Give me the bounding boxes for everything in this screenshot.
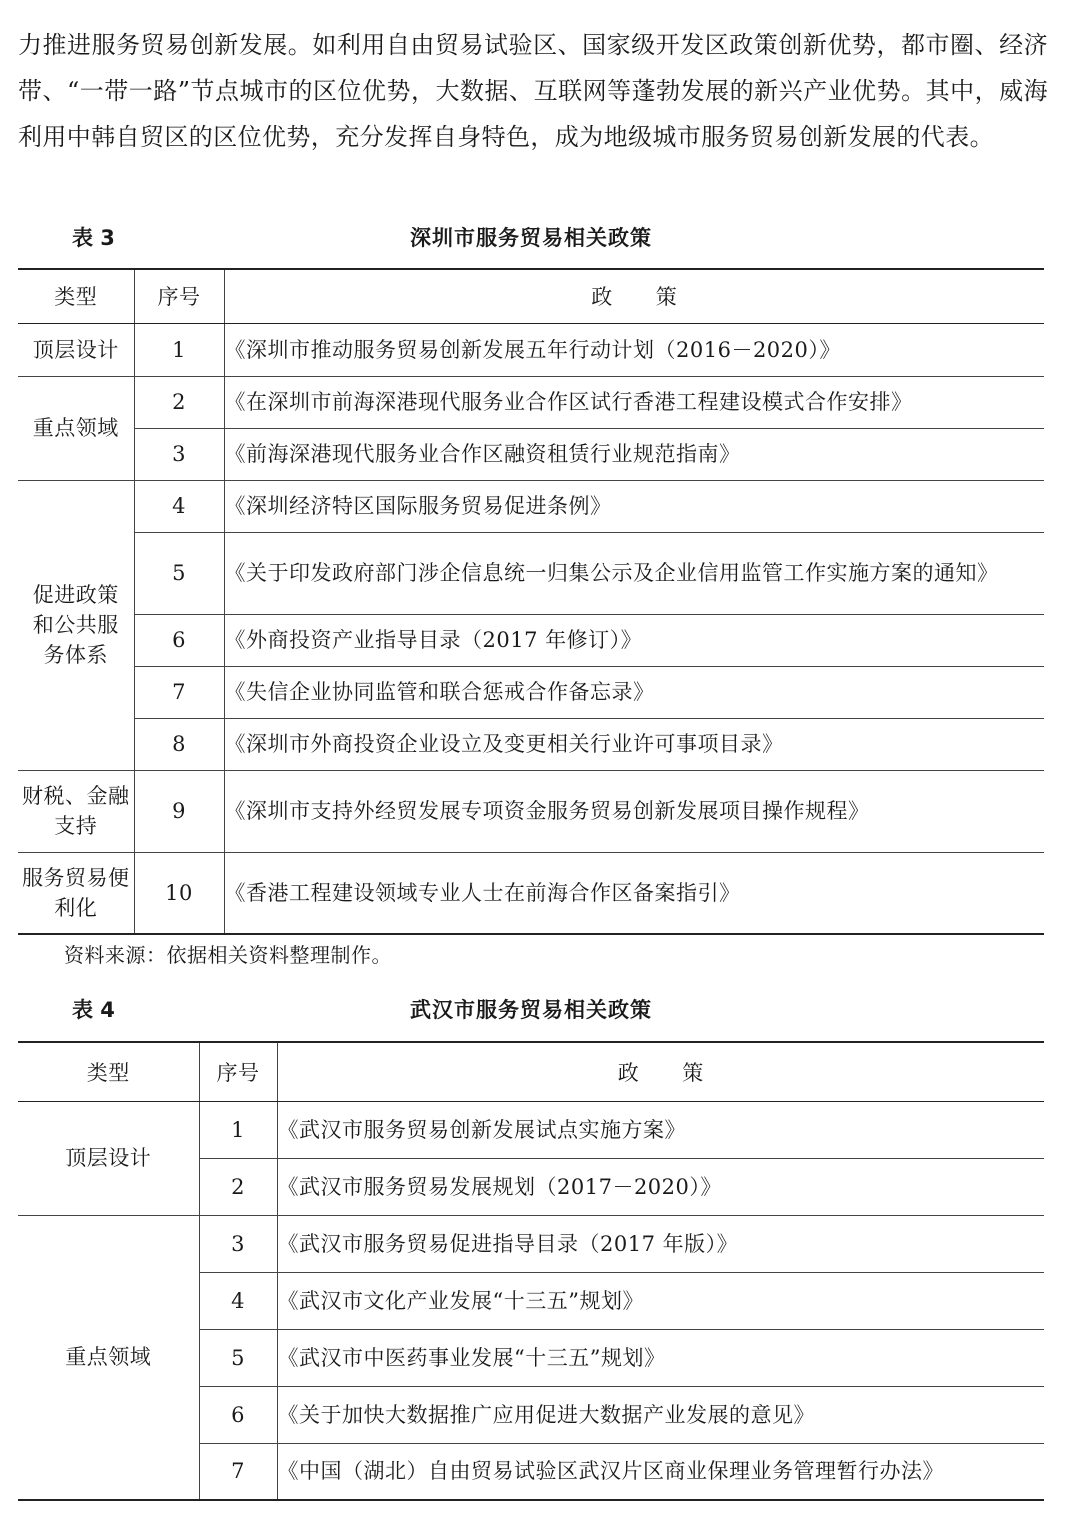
category-cell: 服务贸易便利化	[18, 852, 134, 934]
seq-cell: 9	[134, 770, 224, 852]
table4-caption	[18, 994, 1044, 1026]
table3-label: 表 3	[72, 226, 115, 250]
table3-caption	[18, 222, 1044, 254]
table4-title: 武汉市服务贸易相关政策	[410, 998, 652, 1022]
seq-cell: 2	[134, 376, 224, 428]
seq-cell: 6	[134, 614, 224, 666]
category-cell: 顶层设计	[18, 1101, 199, 1215]
seq-cell: 4	[134, 480, 224, 532]
header-seq: 序号	[134, 269, 224, 323]
policy-cell: 《深圳市支持外经贸发展专项资金服务贸易创新发展项目操作规程》	[224, 770, 1044, 852]
table-row	[18, 770, 1044, 852]
table-row	[18, 480, 1044, 532]
policy-cell: 《关于印发政府部门涉企信息统一归集公示及企业信用监管工作实施方案的通知》	[224, 532, 1044, 614]
policy-cell: 《中国（湖北）自由贸易试验区武汉片区商业保理业务管理暂行办法》	[277, 1443, 1044, 1500]
seq-cell: 1	[134, 323, 224, 376]
intro-paragraph: 力推进服务贸易创新发展。如利用自由贸易试验区、国家级开发区政策创新优势，都市圈、经济带、“一带一路”节点城市的区位优势，大数据、互联网等蓬勃发展的新兴产业优势。其中，威海利用中韩自贸区的区位优势，充分发挥自身特色，成为地级城市服务贸易创新发展的代表。	[18, 31, 1048, 151]
table-header-row	[18, 1042, 1044, 1101]
seq-cell: 2	[199, 1158, 277, 1215]
table-row	[18, 532, 1044, 614]
table4	[18, 1041, 1044, 1501]
policy-cell: 《武汉市服务贸易创新发展试点实施方案》	[277, 1101, 1044, 1158]
table-row	[18, 666, 1044, 718]
table-row	[18, 1215, 1044, 1272]
policy-cell: 《在深圳市前海深港现代服务业合作区试行香港工程建设模式合作安排》	[224, 376, 1044, 428]
header-type: 类型	[18, 269, 134, 323]
table-row	[18, 614, 1044, 666]
header-policy: 政 策	[277, 1042, 1044, 1101]
policy-cell: 《武汉市文化产业发展“十三五”规划》	[277, 1272, 1044, 1329]
table4-label: 表 4	[72, 998, 115, 1022]
policy-cell: 《武汉市服务贸易促进指导目录（2017 年版）》	[277, 1215, 1044, 1272]
seq-cell: 5	[199, 1329, 277, 1386]
category-cell: 顶层设计	[18, 323, 134, 376]
table-row	[18, 428, 1044, 480]
seq-cell: 7	[134, 666, 224, 718]
seq-cell: 8	[134, 718, 224, 770]
header-seq: 序号	[199, 1042, 277, 1101]
category-cell: 重点领域	[18, 376, 134, 480]
table3-source-note: 资料来源：依据相关资料整理制作。	[64, 943, 392, 967]
header-type: 类型	[18, 1042, 199, 1101]
policy-cell: 《香港工程建设领域专业人士在前海合作区备案指引》	[224, 852, 1044, 934]
table-row	[18, 376, 1044, 428]
policy-cell: 《外商投资产业指导目录（2017 年修订）》	[224, 614, 1044, 666]
seq-cell: 3	[199, 1215, 277, 1272]
seq-cell: 3	[134, 428, 224, 480]
policy-cell: 《深圳市外商投资企业设立及变更相关行业许可事项目录》	[224, 718, 1044, 770]
category-cell: 重点领域	[18, 1215, 199, 1500]
header-policy: 政 策	[224, 269, 1044, 323]
category-cell: 促进政策和公共服务体系	[18, 480, 134, 770]
seq-cell: 1	[199, 1101, 277, 1158]
table-header-row	[18, 269, 1044, 323]
table-row	[18, 323, 1044, 376]
table-row	[18, 852, 1044, 934]
seq-cell: 10	[134, 852, 224, 934]
seq-cell: 4	[199, 1272, 277, 1329]
category-cell: 财税、金融支持	[18, 770, 134, 852]
policy-cell: 《深圳经济特区国际服务贸易促进条例》	[224, 480, 1044, 532]
seq-cell: 6	[199, 1386, 277, 1443]
policy-cell: 《失信企业协同监管和联合惩戒合作备忘录》	[224, 666, 1044, 718]
policy-cell: 《深圳市推动服务贸易创新发展五年行动计划（2016－2020）》	[224, 323, 1044, 376]
table-row	[18, 1101, 1044, 1158]
table-row	[18, 718, 1044, 770]
policy-cell: 《武汉市中医药事业发展“十三五”规划》	[277, 1329, 1044, 1386]
policy-cell: 《武汉市服务贸易发展规划（2017－2020）》	[277, 1158, 1044, 1215]
table3-title: 深圳市服务贸易相关政策	[410, 226, 652, 250]
seq-cell: 7	[199, 1443, 277, 1500]
table3	[18, 268, 1044, 935]
policy-cell: 《前海深港现代服务业合作区融资租赁行业规范指南》	[224, 428, 1044, 480]
policy-cell: 《关于加快大数据推广应用促进大数据产业发展的意见》	[277, 1386, 1044, 1443]
seq-cell: 5	[134, 532, 224, 614]
